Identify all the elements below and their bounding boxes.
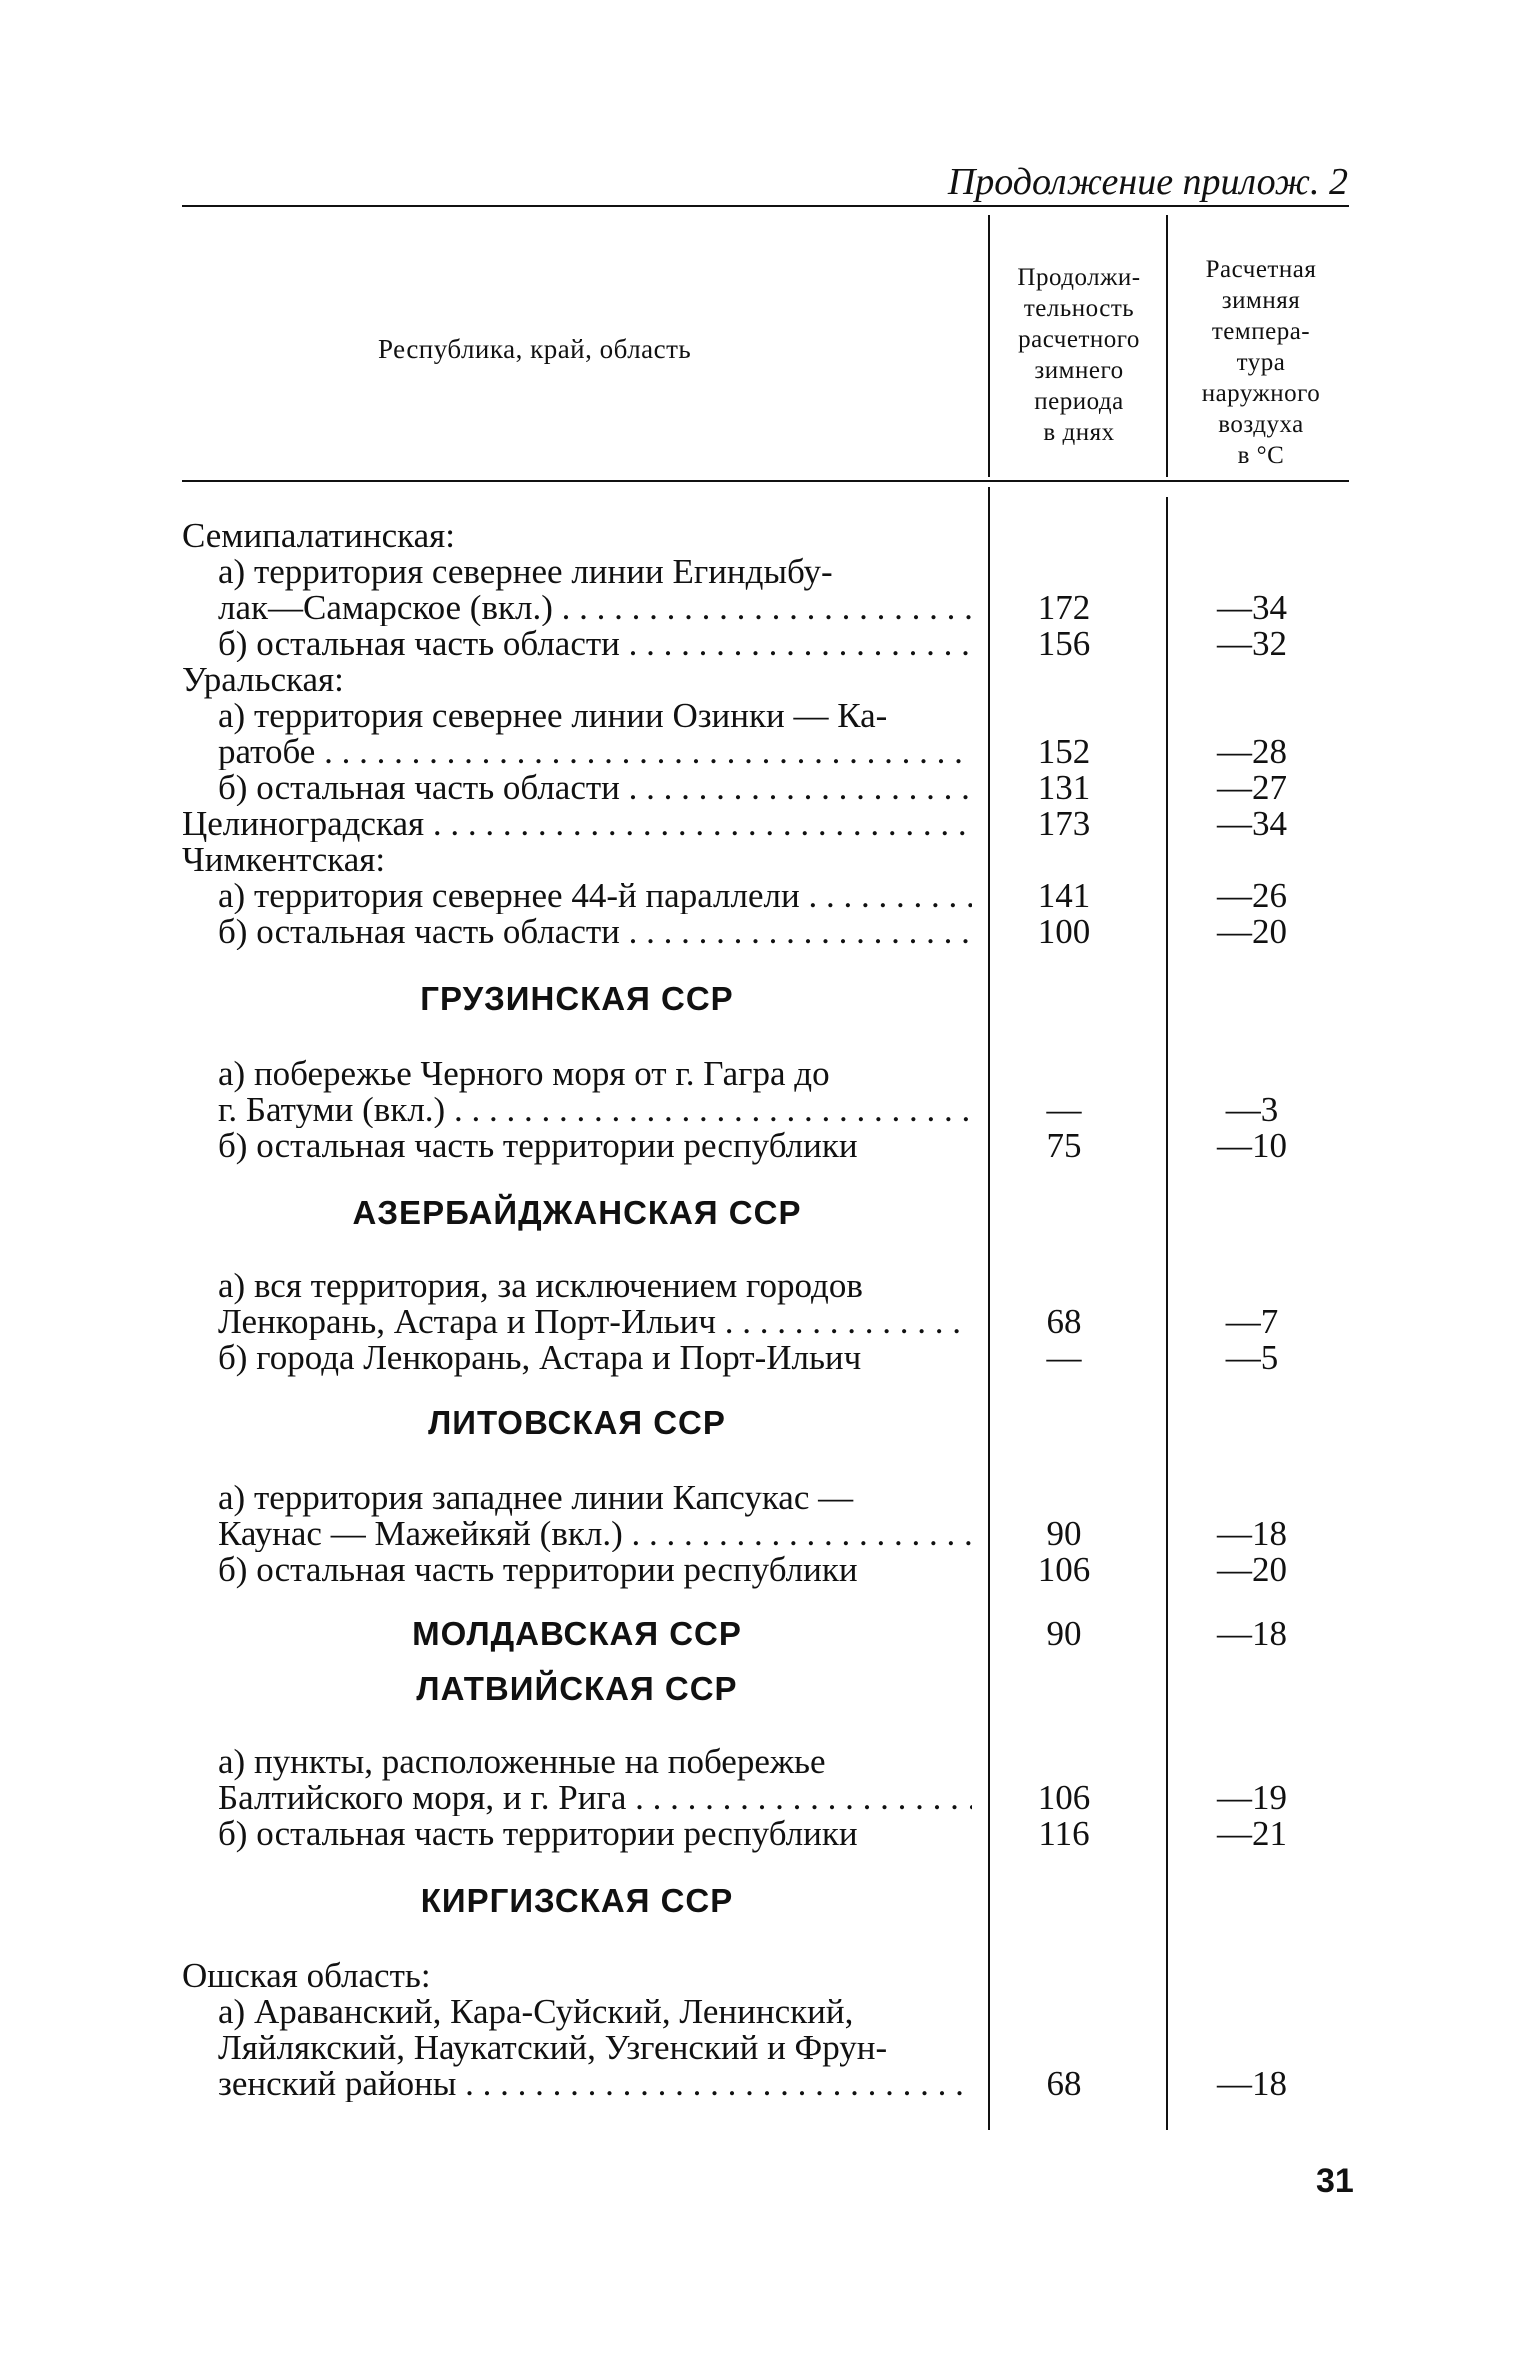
table-row — [182, 806, 1497, 842]
row-days: 173 — [1037, 804, 1091, 843]
row-days: 68 — [1046, 1302, 1082, 1341]
row-days: 90 — [1046, 1614, 1082, 1653]
table-row — [182, 842, 1497, 878]
row-temp: —18 — [1217, 1514, 1287, 1553]
row-days: 172 — [1037, 588, 1091, 627]
row-label: Чимкентская: — [182, 840, 386, 879]
row-temp: —7 — [1225, 1302, 1279, 1341]
row-label: б) остальная часть области . . . — [218, 770, 972, 806]
section-heading: ЛАТВИЙСКАЯ ССР — [416, 1670, 738, 1707]
row-label: а) территория севернее линии Озинки — Ка- — [218, 696, 888, 735]
table-row — [182, 662, 1497, 698]
table-row — [182, 914, 1497, 950]
table-row — [182, 1092, 1497, 1128]
header-duration: Продолжи- тельность расчетного зимнего периода в днях — [1017, 264, 1141, 446]
header-bottom-rule — [182, 480, 1349, 482]
table-row — [182, 1304, 1497, 1340]
row-temp: —18 — [1217, 2064, 1287, 2103]
row-label: а) Араванский, Кара-Суйский, Ленинский, — [218, 1992, 854, 2031]
row-label: б) города Ленкорань, Астара и Порт-Ильич — [218, 1338, 862, 1377]
row-label: Ляйлякский, Наукатский, Узгенский и Фрун- — [218, 2028, 888, 2067]
row-label: а) побережье Черного моря от г. Гагра до — [218, 1054, 830, 1093]
row-days: 90 — [1046, 1514, 1082, 1553]
row-temp: —32 — [1217, 624, 1287, 663]
row-label: Каунас — Мажейкяй (вкл.) . . . — [218, 1516, 972, 1552]
table-row — [182, 590, 1497, 626]
table-row — [182, 770, 1497, 806]
continuation-caption: Продолжение прилож. 2 — [947, 161, 1348, 203]
row-temp: —21 — [1217, 1814, 1287, 1853]
table-row — [182, 1744, 1497, 1780]
row-label: Ленкорань, Астара и Порт-Ильич . . . — [218, 1304, 972, 1340]
row-days: 116 — [1038, 1814, 1090, 1853]
row-label: зенский районы . . . — [218, 2066, 972, 2102]
row-days: 152 — [1037, 732, 1091, 771]
row-temp: —26 — [1217, 876, 1287, 915]
row-days: 141 — [1037, 876, 1091, 915]
row-label: б) остальная часть территории республики — [218, 1550, 858, 1589]
row-days: 156 — [1037, 624, 1091, 663]
table-row — [182, 1480, 1497, 1516]
table-row — [182, 1994, 1497, 2030]
row-label: а) вся территория, за исключением городов — [218, 1266, 863, 1305]
row-temp: —34 — [1217, 804, 1287, 843]
table-top-rule — [182, 205, 1349, 207]
table-row — [182, 1516, 1497, 1552]
row-temp: —18 — [1217, 1614, 1287, 1653]
row-label: б) остальная часть области . . . — [218, 914, 972, 950]
row-label: б) остальная часть области . . . — [218, 626, 972, 662]
row-label: Семипалатинская: — [182, 516, 455, 555]
section-heading: ЛИТОВСКАЯ ССР — [428, 1404, 726, 1441]
row-temp: —28 — [1217, 732, 1287, 771]
table-row — [182, 1056, 1497, 1092]
table-row — [182, 1958, 1497, 1994]
row-temp: —34 — [1217, 588, 1287, 627]
table-row — [182, 554, 1497, 590]
header-divider-1 — [988, 215, 990, 477]
header-divider-2 — [1166, 215, 1168, 477]
row-label: а) территория севернее линии Егиндыбу- — [218, 552, 833, 591]
table-row — [182, 518, 1497, 554]
section-heading: АЗЕРБАЙДЖАНСКАЯ ССР — [352, 1194, 802, 1231]
row-label: а) пункты, расположенные на побережье — [218, 1742, 826, 1781]
row-temp: —3 — [1225, 1090, 1279, 1129]
row-days: 131 — [1037, 768, 1091, 807]
row-temp: —20 — [1217, 912, 1287, 951]
header-region: Республика, край, область — [378, 334, 692, 364]
row-label: б) остальная часть территории республики — [218, 1126, 858, 1165]
table-row — [182, 626, 1497, 662]
row-label: а) территория севернее 44-й параллели . . . — [218, 878, 972, 914]
row-label: Балтийского моря, и г. Рига . . . — [218, 1780, 972, 1816]
table-row — [182, 734, 1497, 770]
row-temp: —27 — [1217, 768, 1287, 807]
table-row — [182, 1552, 1497, 1588]
row-label: б) остальная часть территории республики — [218, 1814, 858, 1853]
table-row — [182, 1340, 1497, 1376]
table-row — [182, 2066, 1497, 2102]
row-label: лак—Самарское (вкл.) . . . — [218, 590, 972, 626]
row-label: г. Батуми (вкл.) . . . — [218, 1092, 972, 1128]
section-heading: ГРУЗИНСКАЯ ССР — [420, 980, 734, 1017]
row-days: 100 — [1037, 912, 1091, 951]
row-days: 68 — [1046, 2064, 1082, 2103]
table-row — [182, 1128, 1497, 1164]
table-row — [182, 1616, 1497, 1652]
row-label: Целиноградская . . . — [182, 806, 972, 842]
row-days: 106 — [1037, 1778, 1091, 1817]
row-days: 106 — [1037, 1550, 1091, 1589]
row-label: Ошская область: — [182, 1956, 431, 1995]
table-row — [182, 1780, 1497, 1816]
row-temp: —10 — [1217, 1126, 1287, 1165]
section-heading: КИРГИЗСКАЯ ССР — [420, 1882, 734, 1919]
row-temp: —19 — [1217, 1778, 1287, 1817]
table-row — [182, 698, 1497, 734]
row-label: а) территория западнее линии Капсукас — — [218, 1478, 854, 1517]
table-row — [182, 878, 1497, 914]
section-heading: МОЛДАВСКАЯ ССР — [412, 1615, 742, 1652]
table-row — [182, 1816, 1497, 1852]
row-temp: —5 — [1225, 1338, 1279, 1377]
header-temperature: Расчетная зимняя темпера- тура наружного воздуха в °С — [1201, 256, 1321, 469]
table-row — [182, 1268, 1497, 1304]
row-days: — — [1046, 1090, 1082, 1129]
row-label: ратобе . . . — [218, 734, 972, 770]
page-number: 31 — [1316, 2162, 1354, 2200]
table-row — [182, 2030, 1497, 2066]
row-days: — — [1046, 1338, 1082, 1377]
row-days: 75 — [1046, 1126, 1082, 1165]
row-temp: —20 — [1217, 1550, 1287, 1589]
row-label: Уральская: — [182, 660, 344, 699]
